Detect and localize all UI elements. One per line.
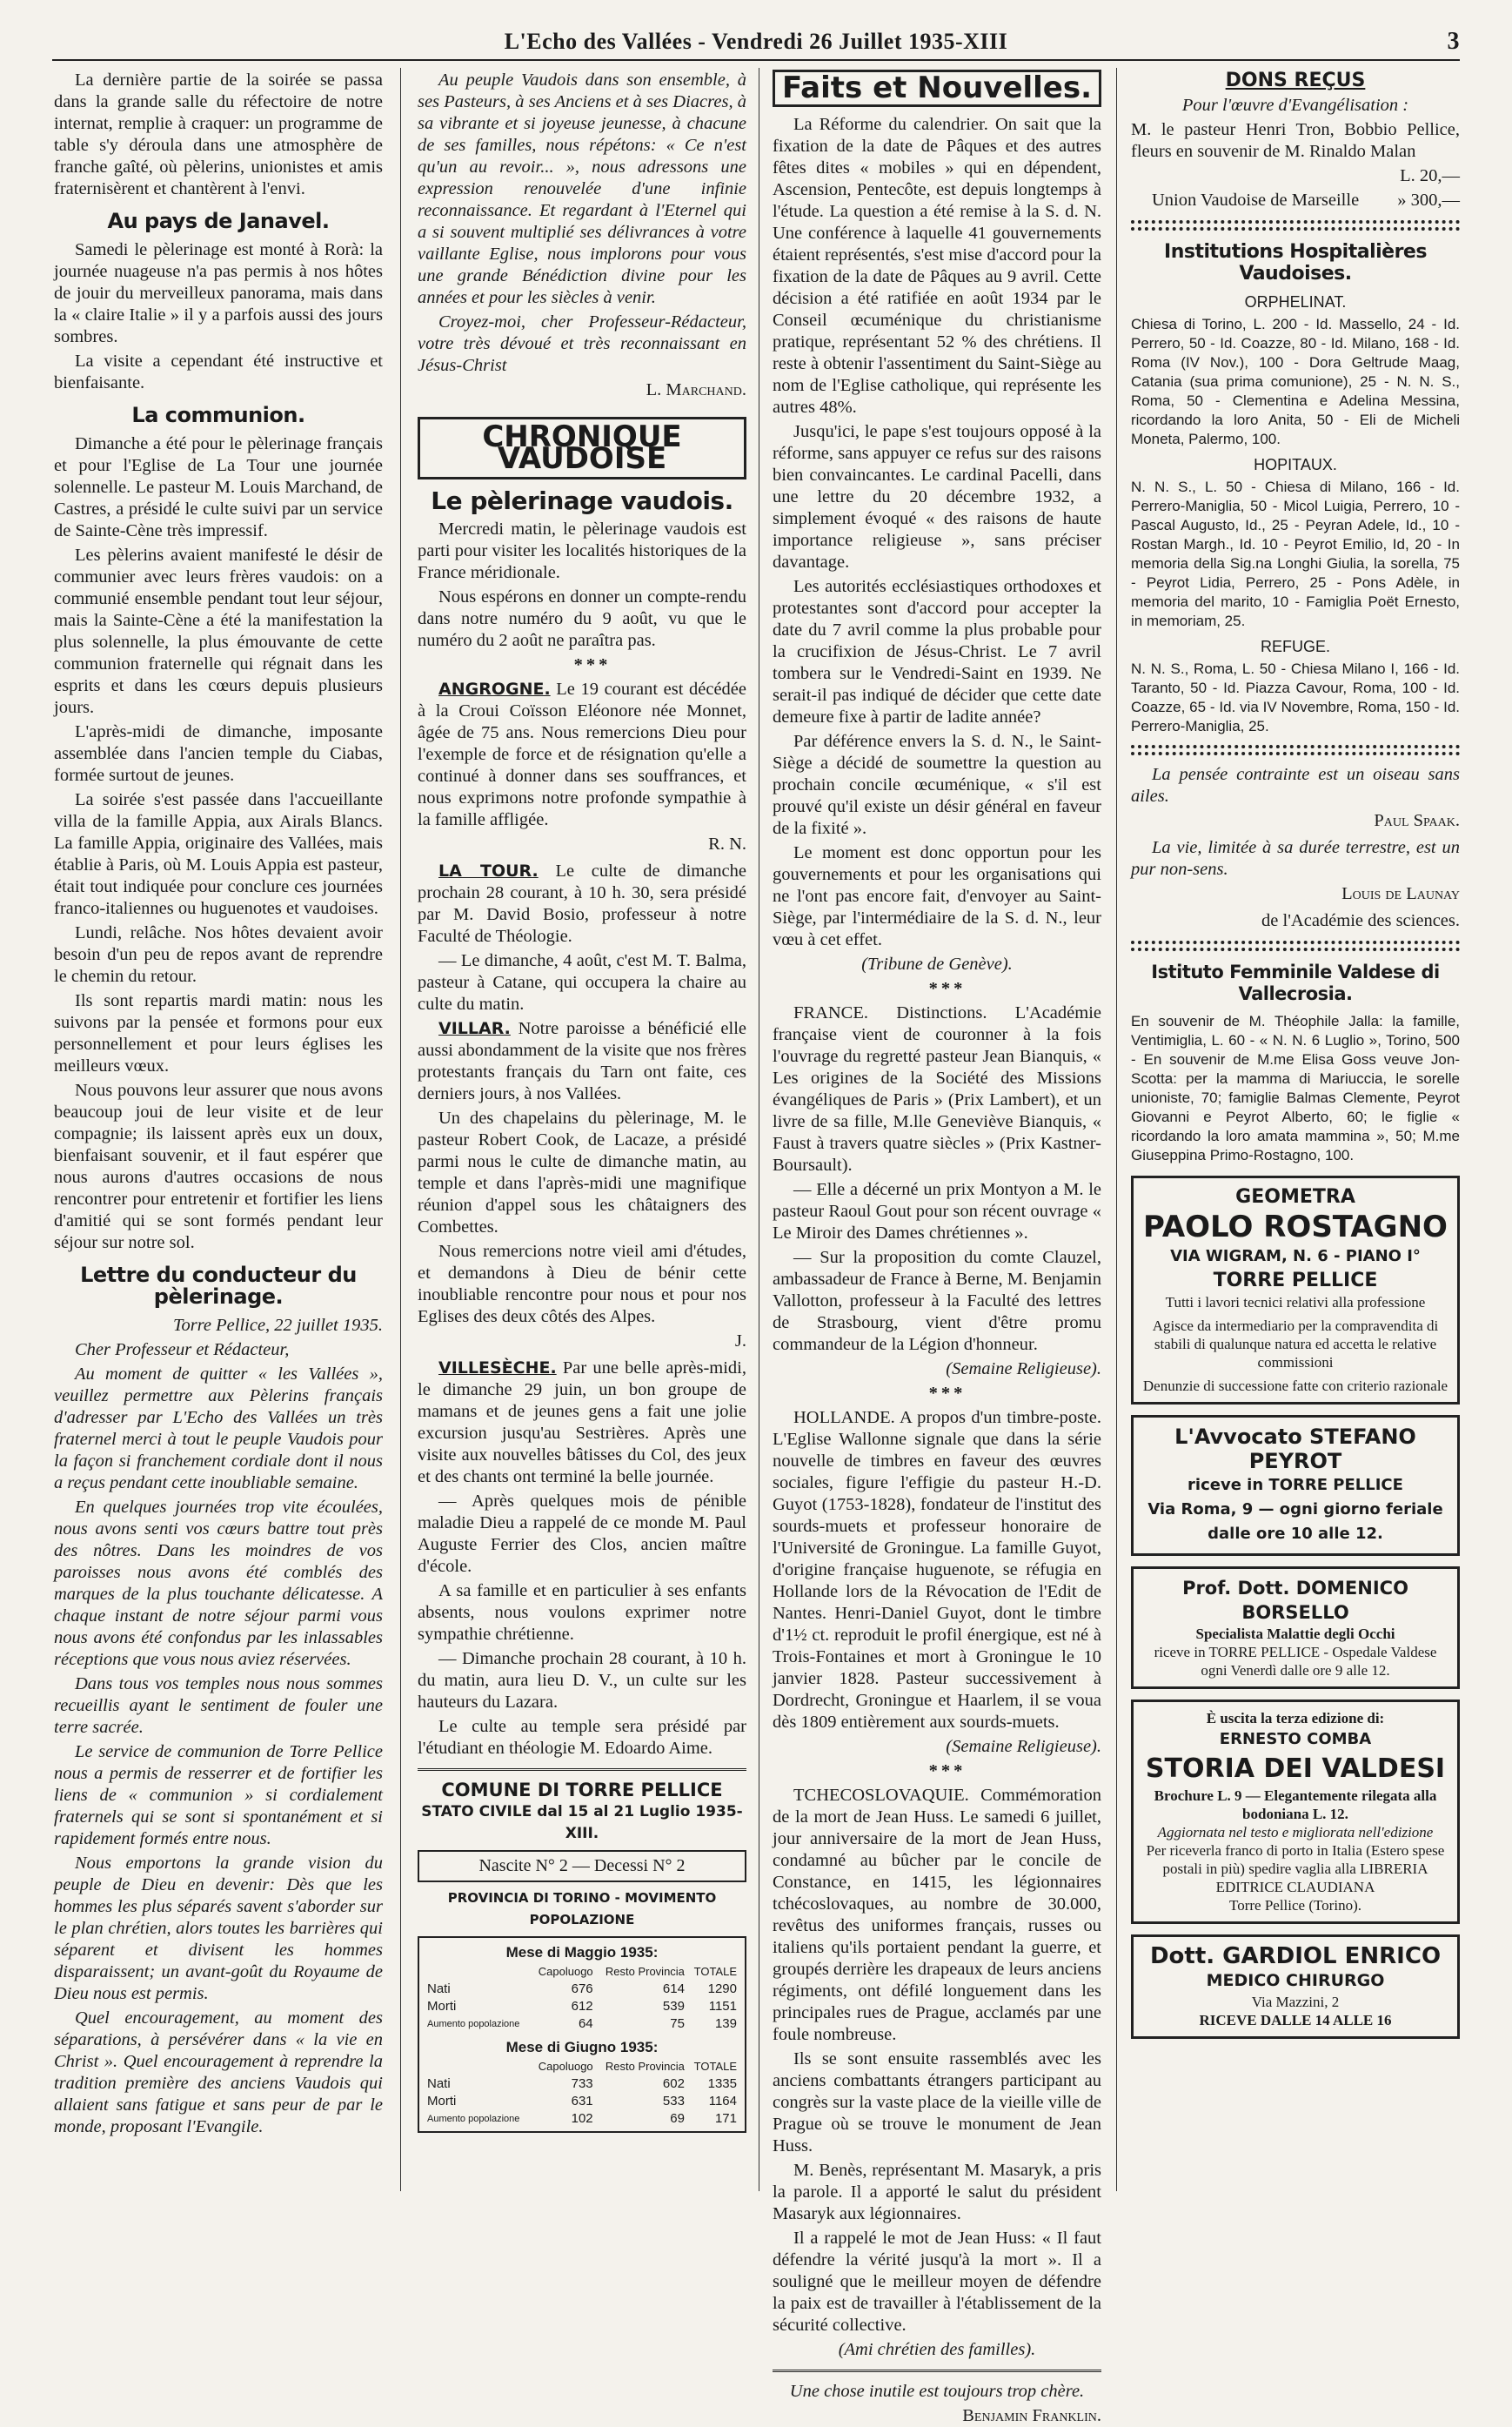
news-text: Le 19 courant est décédée à la Croui Coïsson Eléonore née Monnet, âgée de 75 ans. Nous remercions Dieu pour l'exemple de force et de résignation qu'elle a continué à donner dans ses souffrances, et nous exprimons notre profonde sympathie à la famille affligée.	[418, 680, 747, 829]
paragraph: La soirée s'est passée dans l'accueillante villa de la famille Appia, aux Airals Blancs. La famille Appia, originaire des Vallées, mais établie à Paris, où M. Louis Appia est pasteur, était tout indiquée pour conclure ces journées franco-italiennes ou huguenotes et vaudoises.	[54, 790, 383, 918]
divider	[418, 1768, 746, 1771]
divider	[773, 2370, 1101, 2372]
quote: La vie, limitée à sa durée terrestre, est un pur non-sens.	[1131, 838, 1460, 879]
comune-title: COMUNE DI TORRE PELLICE	[441, 1780, 723, 1800]
ad-name: Prof. Dott. DOMENICO BORSELLO	[1182, 1578, 1408, 1623]
table-row: Nati 676 614 1290	[427, 1981, 737, 1996]
paragraph: HOLLANDE. A propos d'un timbre-poste. L'Eglise Wallonne signale que dans la série nouvelle de timbres en faveur des œuvres sociales, figure l'effigie du pasteur H.-D. Guyot (1753-1828), fondateur de l'institut des sourds-muets et professeur honoraire de l'Université de Groningue. La famille Guyot, d'origine française huguenote, se réfugia en Hollande lors de la Révocation de l'Edit de Nantes. Henri-Daniel Guyot, dont le timbre d'1½ ct. reproduit le profil énergique, est né à Trois-Fontaines et mort à Groningue le 10 janvier 1828. Pasteur successivement à Dordrecht, Groningue et Haarlem, il se voua dès 1809 entièrement aux sourds-muets.	[773, 1408, 1101, 1732]
salutation: Cher Professeur et Rédacteur,	[75, 1340, 290, 1359]
advertisement-comba	[1131, 1700, 1460, 1924]
paragraph: Samedi le pèlerinage est monté à Rorà: la journée nuageuse n'a pas permis à nos hôtes de jouir du merveilleux panorama, mais dans la « claire Italie » il y a parfois aussi des jours sombres.	[54, 240, 383, 346]
column-2	[418, 70, 746, 2202]
paragraph: Dimanche a été pour le pèlerinage français et pour l'Eglise de La Tour une journée solennelle. Le pasteur M. Louis Marchand, de Castres, a présidé le culte suivi par un service de Sainte-Cène très impressif.	[54, 434, 383, 540]
paragraph: La visite a cependant été instructive et bienfaisante.	[54, 352, 383, 392]
ornamental-rule	[1131, 941, 1460, 951]
paragraph: Les autorités ecclésiastiques orthodoxes et protestantes sont d'accord pour accepter la date du 7 avril comme la plus probable pour la crucifixion de Jésus-Christ. Le 7 avril tombera sur le Vendredi-Saint en 1939. Ne serait-il pas indiqué de décider que cette date demeure fixe à partir de ladite année?	[773, 577, 1101, 727]
letter-paragraph: Nous emportons la grande vision du peuple de Dieu en devenir: Dès que les hommes les plus séparés savent s'aborder sur le plan chrétien, alors toutes les barrières qui séparent et divisent les hommes disparaissent; un avant-goût du Royaume de Dieu nous est permis.	[54, 1854, 383, 2003]
source: (Semaine Religieuse).	[946, 1359, 1101, 1378]
ad-line: Via Mazzini, 2	[1251, 1994, 1340, 2010]
letter-paragraph: En quelques journées trop vite écoulées, nous avons senti vos cœurs battre tout près des nôtres. Dans les moindres de vos paroisses nous avons été comblés des marques de la plus touchante délicatesse. A chaque instant de notre séjour parmi vous nous avons été confondus par les inlassables réceptions que vous nous aviez réservées.	[54, 1498, 383, 1669]
source: (Semaine Religieuse).	[946, 1737, 1101, 1756]
section-heading: Lettre du conducteur du pèlerinage.	[80, 1263, 357, 1309]
table-title: Mese di Maggio 1935:	[505, 1944, 659, 1961]
ad-line: MEDICO CHIRURGO	[1206, 1971, 1385, 1990]
ad-line: riceve in TORRE PELLICE - Ospedale Valdese ogni Venerdì dalle ore 9 alle 12.	[1154, 1644, 1437, 1679]
donor-list: N. N. S., Roma, L. 50 - Chiesa Milano I, 166 - Id. Taranto, 50 - Id. Piazza Cavour, Roma, 100 - Id. Coazze, 65 - Id. via IV Novembre, Roma, 150 - Id. Perrero-Maniglia, 25.	[1131, 660, 1460, 734]
ornamental-rule	[1131, 220, 1460, 231]
quote-author-affiliation: de l'Académie des sciences.	[1261, 911, 1460, 930]
paragraph: La Réforme du calendrier. On sait que la fixation de la date de Pâques et des autres fêtes dites « mobiles » qui en dépendent, Ascension, Pentecôte, est depuis longtemps à l'étude. La question a été remise à la S. d. N. Une conférence à laquelle 41 gouvernements étaient représentés, s'est mise d'accord pour la fixation de la date de Pâques au 9 avril. Cette décision a été ratifiée en août 1934 par le Conseil œcuménique du christianisme pratique, représentant 52 % des chrétiens. Il reste à obtenir l'assentiment du Saint-Siège au nom de l'Eglise catholique, qui représente les autres 48%.	[773, 115, 1101, 417]
section-heading: Istituto Femminile Valdese di Vallecrosia.	[1151, 962, 1440, 1004]
news-text: Notre paroisse a bénéficié elle aussi abondamment de la visite que nos frères protestants français du Tarn ont faite, ces derniers jours, à nos Vallées.	[418, 1019, 746, 1103]
don-text: Union Vaudoise de Marseille	[1152, 191, 1360, 210]
quote-author: Benjamin Franklin.	[962, 2406, 1101, 2425]
ad-line: Specialista Malattie degli Occhi	[1195, 1626, 1395, 1642]
ad-line: riceve in TORRE PELLICE	[1188, 1476, 1403, 1494]
news-villeseche	[418, 1358, 746, 1488]
separator-stars: ***	[928, 1761, 967, 1780]
advertisement-peyrot	[1131, 1415, 1460, 1556]
table-title: Mese di Giugno 1935:	[505, 2039, 659, 2055]
paragraph: Mercredi matin, le pèlerinage vaudois est parti pour visiter les localités historiques de la France méridionale.	[418, 520, 746, 582]
paragraph: Un des chapelains du pèlerinage, M. le pasteur Robert Cook, de Lacaze, a présidé parmi nous le culte de dimanche matin, au temple et dans l'après-midi une magnifique réunion d'appel sous les châtaigners des Combettes.	[418, 1109, 746, 1237]
dons-heading: DONS REÇUS	[1225, 70, 1366, 91]
dons-subtitle: Pour l'œuvre d'Evangélisation :	[1181, 96, 1409, 115]
column-1	[54, 70, 383, 2202]
source: (Tribune de Genève).	[861, 955, 1013, 974]
paragraph: — Dimanche prochain 28 courant, à 10 h. du matin, aura lieu D. V., un culte sur les hauteurs du Lazara.	[418, 1649, 746, 1712]
paragraph: Nous pouvons leur assurer que nous avons beaucoup joui de leur visite et de leur compagnie; ils laissent après eux un doux, bienfaisant souvenir, et il faut espérer que nous aurons d'autres occasions de nous rencontrer pour entretenir et fortifier les liens d'amitié qui se sont formés pendant leur séjour sur notre sol.	[54, 1081, 383, 1252]
news-lead: ANGROGNE.	[438, 680, 551, 699]
quote: Une chose inutile est toujours trop chère.	[789, 2382, 1085, 2401]
ad-line: Via Roma, 9 — ogni giorno feriale dalle ore 10 alle 12.	[1147, 1500, 1443, 1543]
subheading: ORPHELINAT.	[1244, 293, 1347, 311]
paragraph: Le culte au temple sera présidé par l'étudiant en théologie M. Edoardo Aime.	[418, 1717, 746, 1758]
letter-paragraph: Au peuple Vaudois dans son ensemble, à ses Pasteurs, à ses Anciens et à ses Diacres, à sa vibrante et si joyeuse jeunesse, à chacune de ses familles, nous répétons: « Ce n'est qu'un au revoir... », nous adressons une expression renouvelée d'une infinie reconnaissance. Et regardant à l'Eternel qui a si souvent multiplié ses délivrances à votre vaillante Eglise, nous implorons pour vous une grande Bénédiction divine pour les années et pour les siècles à venir.	[418, 70, 746, 307]
paragraph: — Après quelques mois de pénible maladie Dieu a rappelé de ce monde M. Paul Auguste Ferrier des Clos, ancien maître d'école.	[418, 1492, 746, 1576]
ad-name: Dott. GARDIOL ENRICO	[1149, 1943, 1442, 1969]
news-lead: LA TOUR.	[438, 862, 539, 881]
table-row: Aumento popolazione 102 69 171	[427, 2111, 737, 2126]
source: (Ami chrétien des familles).	[838, 2340, 1036, 2359]
ad-line: Agisce da intermediario per la compravendita di stabili di qualunque natura ed accetta le relative commissioni	[1152, 1317, 1439, 1371]
advertisement-borsello	[1131, 1566, 1460, 1689]
masthead-title: L'Echo des Vallées - Vendredi 26 Juillet 1935-XIII	[504, 29, 1008, 54]
donor-list: Chiesa di Torino, L. 200 - Id. Massello, 24 - Id. Perrero, 50 - Id. Coazze, 80 - Id. Milano, 168 - Id. Roma (IV Nov.), 100 - Dora Geltrude Maag, Catania (sua prima comunione), 25 - N. N. S., Roma, 50 - Clementina e Adelina Messina, ricordando la loro Anita, 50 - Eli de Micheli Moneta, Palermo, 100.	[1131, 316, 1460, 447]
donor-list: En souvenir de M. Théophile Jalla: la famille, Ventimiglia, L. 60 - « N. N. 6 Luglio », Torino, 500 - En souvenir de M.me Elisa Goss veuve Jon-Scotta: per la mamma di Mariuccia, le sorelle unioniste, 70; famiglie Balmas Clemente, Peyrot Giovanni e Peyrot Alberto, 60; le figlie « ricordando la loro amata mammina », 50; M.me Giuseppina Primo-Rostagno, 100.	[1131, 1013, 1460, 1163]
section-heading: Au pays de Janavel.	[107, 209, 330, 233]
advertisement-gardiol	[1131, 1934, 1460, 2039]
signature: J.	[734, 1331, 746, 1351]
separator-stars: ***	[573, 655, 612, 674]
separator-stars: ***	[928, 1384, 967, 1403]
news-text: Par une belle après-midi, le dimanche 29 juin, un bon groupe de mamans et de jeunes gens a fait une jolie excursion jusqu'au Sestrières. Après une visite aux nouvelles bâtisses du Col, des jeux et des chants ont terminé la belle journée.	[418, 1358, 747, 1486]
section-heading: Le pèlerinage vaudois.	[431, 486, 733, 515]
ad-name: PAOLO ROSTAGNO	[1143, 1210, 1448, 1244]
paragraph: L'après-midi de dimanche, imposante assemblée dans l'ancien temple du Ciabas, formée surtout de jeunes.	[54, 722, 383, 785]
separator-stars: ***	[928, 979, 967, 998]
don-entry: M. le pasteur Henri Tron, Bobbio Pellice, fleurs en souvenir de M. Rinaldo Malan	[1131, 120, 1460, 161]
section-heading: Institutions Hospitalières Vaudoises.	[1164, 241, 1427, 285]
table-row: Aumento popolazione 64 75 139	[427, 2016, 737, 2031]
page-number: 3	[1447, 28, 1460, 55]
paragraph: M. Benès, représentant M. Masaryk, a pris la parole. Il a apporté le salut du président Masaryk aux légionnaires.	[773, 2161, 1101, 2223]
news-angrogne	[418, 679, 746, 831]
ad-line: VIA WIGRAM, N. 6 - PIANO I°	[1170, 1247, 1421, 1265]
ad-line: Denunzie di successione fatte con criterio razionale	[1142, 1378, 1448, 1394]
paragraph: Le moment est donc opportun pour les gouvernements et pour les organisations qui ne l'ont pas encore fait, d'envoyer au Saint-Siège, par l'intermédiaire de la S. d. N., leur vœu à cet effet.	[773, 843, 1101, 949]
news-villar	[418, 1018, 746, 1105]
section-heading: La communion.	[131, 403, 305, 427]
letter-paragraph: Au moment de quitter « les Vallées », veuillez permettre aux Pèlerins français d'adresser par L'Echo des Vallées un très fraternel merci à tout le peuple Vaudois pour la façon si franchement cordiale dont il nous a reçus pendant cette inoubliable semaine.	[54, 1364, 383, 1492]
ad-line: Torre Pellice (Torino).	[1229, 1897, 1361, 1914]
column-3	[773, 70, 1101, 2425]
provincia-title: PROVINCIA DI TORINO - MOVIMENTO POPOLAZIONE	[447, 1890, 717, 1928]
quote-author: Louis de Launay	[1341, 884, 1460, 903]
letter-paragraph: Le service de communion de Torre Pellice nous a permis de resserrer et de fortifier les liens de « communion » si cordialement fraternels qui se sont si spontanément et si rapidement formés entre nous.	[54, 1742, 383, 1848]
quote: La pensée contrainte est un oiseau sans ailes.	[1131, 765, 1460, 806]
amount: L. 20,—	[1400, 166, 1460, 185]
ad-line: RICEVE DALLE 14 ALLE 16	[1199, 2012, 1392, 2028]
table-row: Nati 733 602 1335	[427, 2076, 737, 2091]
don-amount	[1131, 165, 1460, 187]
advertisement-rostagno	[1131, 1176, 1460, 1405]
paragraph: Les pèlerins avaient manifesté le désir de communier avec leurs frères vaudois: on a communié ensemble pendant tout leur séjour, mais la Sainte-Cène a été la manifestation la plus solennelle, la plus émouvante de cette communion fraternelle qui régnait dans les esprits et dans les cœurs depuis plusieurs jours.	[54, 546, 383, 717]
news-latour	[418, 861, 746, 948]
column-rule	[400, 68, 401, 2191]
paragraph: Lundi, relâche. Nos hôtes devaient avoir besoin d'un peu de repos avant de reprendre le chemin du retour.	[54, 923, 383, 986]
paragraph: Ils se sont ensuite rassemblés avec les anciens combattants étrangers participant au congrès sur la vaste place de la vieille ville de Prague où se trouve le monument de Jean Huss.	[773, 2049, 1101, 2155]
ad-line: ERNESTO COMBA	[1219, 1730, 1372, 1748]
paragraph: Nous espérons en donner un compte-rendu dans notre numéro du 9 août, vu que le numéro du 2 août ne paraîtra pas.	[418, 587, 746, 650]
paragraph: — Le dimanche, 4 août, c'est M. T. Balma, pasteur à Catane, qui occupera la chaire au culte du matin.	[418, 951, 746, 1014]
ad-line: È uscita la terza edizione di:	[1206, 1710, 1385, 1726]
ad-line: GEOMETRA	[1235, 1186, 1355, 1208]
comune-subtitle: STATO CIVILE dal 15 al 21 Luglio 1935-XIII.	[421, 1803, 743, 1842]
paragraph: La dernière partie de la soirée se passa dans la grande salle du réfectoire de notre internat, remplie à craquer: un programme de table s'y déroula dans une atmosphère de franche gaîté, où pèlerins, unionistes et amis fraternisèrent et chantèrent à l'envi.	[54, 70, 383, 198]
don-entry	[1131, 190, 1460, 211]
masthead	[52, 24, 1460, 61]
subheading: HOPITAUX.	[1254, 456, 1337, 473]
paragraph: TCHECOSLOVAQUIE. Commémoration de la mort de Jean Huss. Le samedi 6 juillet, jour anniversaire de la mort de Jean Huss, condamné au bûcher par le concile de Constance, en 1415, les légionnaires tchécoslovaques, au nombre de 30.000, revêtus des uniformes français, russes ou italiens qu'ils portaient pendant la guerre, et groupés derrière les drapeaux de leurs anciens régiments, ont défilé longuement dans les principales rues de Prague, acclamés par une foule nombreuse.	[773, 1786, 1101, 2044]
paragraph: Ils sont repartis mardi matin: nous les suivons par la pensée et formons pour eux personnellement et pour leurs églises les meilleurs vœux.	[54, 991, 383, 1076]
column-4	[1131, 70, 1460, 2202]
ad-line: Aggiornata nel testo e migliorata nell'edizione	[1157, 1824, 1434, 1840]
table-maggio	[418, 1936, 746, 2133]
subheading: REFUGE.	[1260, 638, 1330, 655]
paragraph: — Elle a décerné un prix Montyon a M. le pasteur Raoul Gout pour son récent ouvrage « Le Miroir des Dames chrétiennes ».	[773, 1180, 1101, 1243]
ad-line: Brochure L. 9 — Elegantemente rilegata alla bodoniana L. 12.	[1154, 1787, 1437, 1822]
ad-line: Per riceverla franco di porto in Italia (Estero spese postali in più) spedire vaglia alla LIBRERIA EDITRICE CLAUDIANA	[1146, 1842, 1445, 1895]
population-table: Capoluogo Resto Provincia TOTALE Nati 733 602 1335 Morti 631 533 1164 Aumento popolazione 102 69 171	[425, 2058, 739, 2128]
population-table: Capoluogo Resto Provincia TOTALE Nati 676 614 1290 Morti 612 539 1151 Aumento popolazione 64 75 139	[425, 1963, 739, 2033]
dateline: Torre Pellice, 22 juillet 1935.	[172, 1316, 383, 1335]
letter-paragraph: Dans tous vos temples nous nous sommes recueillis ayant le sentiment de fouler une terre sacrée.	[54, 1674, 383, 1737]
paragraph: A sa famille et en particulier à ses enfants absents, nous voulons exprimer notre sympathie chrétienne.	[418, 1581, 746, 1644]
faits-heading: Faits et Nouvelles.	[773, 70, 1101, 107]
quote-author: Paul Spaak.	[1374, 811, 1460, 830]
table-row: Morti 631 533 1164	[427, 2094, 737, 2109]
ornamental-rule	[1131, 745, 1460, 755]
comune-stats: Nascite N° 2 — Decessi N° 2	[418, 1850, 746, 1882]
paragraph: Il a rappelé le mot de Jean Huss: « Il faut défendre la vérité jusqu'à la mort ». Il a souligné que le meilleur moyen de défendre la paix est de travailler à l'établissement de la sécurité collective.	[773, 2229, 1101, 2335]
signature: L. Marchand.	[646, 380, 746, 399]
signature: R. N.	[708, 835, 746, 854]
ad-name: L'Avvocato STEFANO PEYROT	[1174, 1425, 1416, 1473]
paragraph: Par déférence envers la S. d. N., le Saint-Siège a décidé de soumettre la question au prochain concile œcuménique, « s'il est prouvé qu'il existe un désir général en faveur de la fixité ».	[773, 732, 1101, 838]
news-lead: VILLESÈCHE.	[438, 1358, 557, 1378]
amount: » 300,—	[1397, 191, 1460, 210]
ad-line: Tutti i lavori tecnici relativi alla professione	[1165, 1294, 1426, 1311]
paragraph: Jusqu'ici, le pape s'est toujours opposé à la réforme, sans appuyer ce refus sur des raisons bien convaincantes. Le cardinal Pacelli, dans une lettre du 20 décembre 1932, a simplement évoqué « des raisons de haute importance religieuse », sans préciser davantage.	[773, 422, 1101, 572]
chronique-heading: CHRONIQUE VAUDOISE	[418, 417, 746, 479]
letter-paragraph: Croyez-moi, cher Professeur-Rédacteur, votre très dévoué et très reconnaissant en Jésus-Christ	[418, 312, 746, 375]
table-row: Morti 612 539 1151	[427, 1999, 737, 2014]
paragraph: Nous remercions notre vieil ami d'études, et demandons à Dieu de bénir cette inoubliable rencontre pour nous et pour nos Eglises des deux côtés des Alpes.	[418, 1242, 746, 1326]
donor-list: N. N. S., L. 50 - Chiesa di Milano, 166 - Id. Perrero-Maniglia, 50 - Micol Luigia, Perrero, 10 - Pascal Augusto, Id., 25 - Peyran Adele, Id., 10 - Rostan Margh., Id. 10 - Peyrot Emilio, Id, 20 - In memoria della Sig.na Longhi Giulia, la sorella, 75 - Peyrot Lidia, Perrero, 25 - Pons Adèle, in memoria del marito, 10 - Famiglia Poët Ernesto, in memoriam, 25.	[1131, 479, 1460, 629]
news-text: Le culte de dimanche prochain 28 courant, à 10 h. 30, sera présidé par M. David Bosio, professeur à notre Faculté de Théologie.	[418, 862, 747, 946]
letter-paragraph: Quel encouragement, au moment des séparations, à persévérer dans « la vie en Christ ». Quel encouragement à reprendre la tradition première des anciens Vaudois qui allaient sans fatigue et sans peur de par le monde, proposant l'Evangile.	[54, 2008, 383, 2136]
ad-name: STORIA DEI VALDESI	[1145, 1753, 1446, 1784]
news-lead: VILLAR.	[438, 1019, 511, 1038]
paragraph: FRANCE. Distinctions. L'Académie française vient de couronner à la fois l'ouvrage du regretté pasteur Jean Bianquis, « Les origines de la Société des Missions évangéliques de Paris » (Prix Lambert), et un livre de sa fille, M.lle Geneviève Bianquis, « Faust à travers quatre siècles » (Prix Kastner-Boursault).	[773, 1003, 1101, 1175]
ad-line: TORRE PELLICE	[1213, 1270, 1378, 1291]
paragraph: — Sur la proposition du comte Clauzel, ambassadeur de France à Berne, M. Benjamin Vallotton, professeur à la Faculté des lettres de Strasbourg, vient d'être promu commandeur de la Légion d'honneur.	[773, 1248, 1101, 1354]
column-rule	[1116, 68, 1117, 2191]
